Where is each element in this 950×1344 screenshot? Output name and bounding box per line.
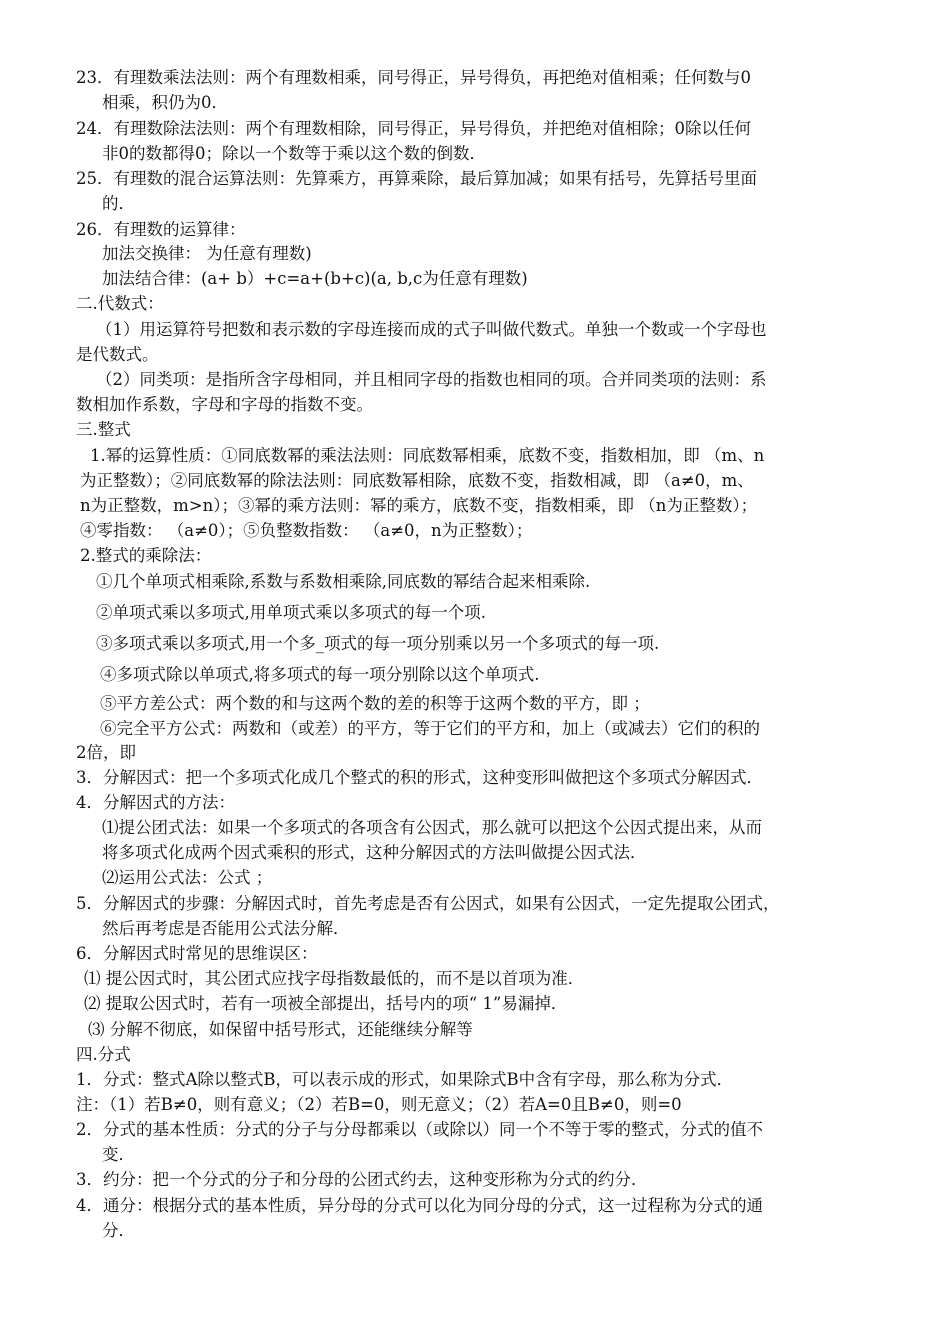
text-line: ④多项式除以单项式,将多项式的每一项分别除以这个单项式. xyxy=(100,665,540,684)
text-line: 24．有理数除法法则：两个有理数相除，同号得正，异号得负，并把绝对值相除；0除以任何 xyxy=(76,119,751,138)
section-heading: 四.分式 xyxy=(76,1045,131,1064)
text-line: 23．有理数乘法法则：两个有理数相乘，同号得正，异号得负，再把绝对值相乘；任何数与0 xyxy=(76,68,751,87)
text-line: 的． xyxy=(102,194,135,213)
text-line: 数相加作系数，字母和字母的指数不变。 xyxy=(76,395,373,414)
text-line: 注：（1）若B≠0，则有意义；（2）若B=0，则无意义；（2）若A=0且B≠0，则=0 xyxy=(76,1095,682,1114)
text-line: ⑤平方差公式：两个数的和与这两个数的差的积等于这两个数的平方，即 ； xyxy=(100,694,650,713)
text-line: 1.幂的运算性质：①同底数幂的乘法法则：同底数幂相乘，底数不变，指数相加，即 （m、n xyxy=(90,446,765,465)
text-line: 分． xyxy=(102,1221,135,1240)
text-line: ⑴ 提公因式时，其公团式应找字母指数最低的，而不是以首项为准． xyxy=(84,969,585,988)
text-line: 25．有理数的混合运算法则：先算乘方，再算乘除，最后算加减；如果有括号，先算括号里面 xyxy=(76,169,757,188)
text-line: 2．分式的基本性质：分式的分子与分母都乘以（或除以）同一个不等于零的整式，分式的值不 xyxy=(76,1120,763,1139)
text-line: 将多项式化成两个因式乘积的形式，这种分解因式的方法叫做提公因式法． xyxy=(102,843,647,862)
text-line: 1．分式：整式A除以整式B，可以表示成的形式，如果除式B中含有字母，那么称为分式． xyxy=(76,1070,734,1089)
text-line: 6．分解因式时常见的思维误区： xyxy=(76,944,318,963)
text-line: ⑥完全平方公式：两数和（或差）的平方，等于它们的平方和，加上（或减去）它们的积的 xyxy=(100,719,760,738)
text-line: n为正整数，m>n）；③幂的乘方法则：幂的乘方，底数不变，指数相乘，即 （n为正整数）； xyxy=(80,496,758,515)
text-line: 2.整式的乘除法： xyxy=(80,546,212,565)
text-line: 为正整数）；②同底数幂的除法法则：同底数幂相除，底数不变，指数相减，即 （a≠0，m、 xyxy=(80,471,754,490)
text-line: 4．分解因式的方法： xyxy=(76,793,235,812)
text-line: 然后再考虑是否能用公式法分解． xyxy=(102,919,350,938)
text-line: ④零指数： （a≠0）；⑤负整数指数： （a≠0，n为正整数）； xyxy=(80,521,533,540)
text-line: 5．分解因式的步骤：分解因式时，首先考虑是否有公因式，如果有公因式，一定先提取公团式， xyxy=(76,894,780,913)
section-heading: 三.整式 xyxy=(76,420,131,439)
text-line: 加法结合律：(a+ b）+c=a+(b+c)(a, b,c为任意有理数) xyxy=(102,269,528,288)
text-line: 26．有理数的运算律： xyxy=(76,220,246,239)
section-heading: 二.代数式： xyxy=(76,294,164,313)
text-line: 3．约分：把一个分式的分子和分母的公团式约去，这种变形称为分式的约分． xyxy=(76,1170,648,1189)
text-line: 是代数式。 xyxy=(76,345,159,364)
text-line: 变． xyxy=(102,1145,135,1164)
text-line: 4．通分：根据分式的基本性质，异分母的分式可以化为同分母的分式，这一过程称为分式的通 xyxy=(76,1196,763,1215)
text-line: ⑴提公团式法：如果一个多项式的各项含有公因式，那么就可以把这个公因式提出来，从而 xyxy=(102,818,762,837)
text-line: 3．分解因式：把一个多项式化成几个整式的积的形式，这种变形叫做把这个多项式分解因式． xyxy=(76,768,763,787)
text-line: 加法交换律： 为任意有理数) xyxy=(102,244,312,263)
text-line: ⑵运用公式法：公式 ； xyxy=(102,868,273,887)
text-line: 相乘，积仍为0． xyxy=(102,93,228,112)
text-line: ③多项式乘以多项式,用一个多_项式的每一项分别乘以另一个多项式的每一项. xyxy=(96,634,660,653)
text-line: ①几个单项式相乘除,系数与系数相乘除,同底数的幂结合起来相乘除. xyxy=(96,572,591,591)
text-line: （2）同类项：是指所含字母相同，并且相同字母的指数也相同的项。合并同类项的法则：系 xyxy=(96,370,767,389)
text-line: ②单项式乘以多项式,用单项式乘以多项式的每一个项. xyxy=(96,603,486,622)
text-line: ⑵ 提取公因式时，若有一项被全部提出，括号内的项“ 1”易漏掉． xyxy=(84,994,568,1013)
text-line: 2倍，即 xyxy=(76,743,136,762)
text-line: ⑶ 分解不彻底，如保留中括号形式，还能继续分解等 xyxy=(88,1020,473,1039)
text-line: 非0的数都得0；除以一个数等于乘以这个数的倒数． xyxy=(102,144,486,163)
text-line: （1）用运算符号把数和表示数的字母连接而成的式子叫做代数式。单独一个数或一个字母也 xyxy=(96,320,767,339)
